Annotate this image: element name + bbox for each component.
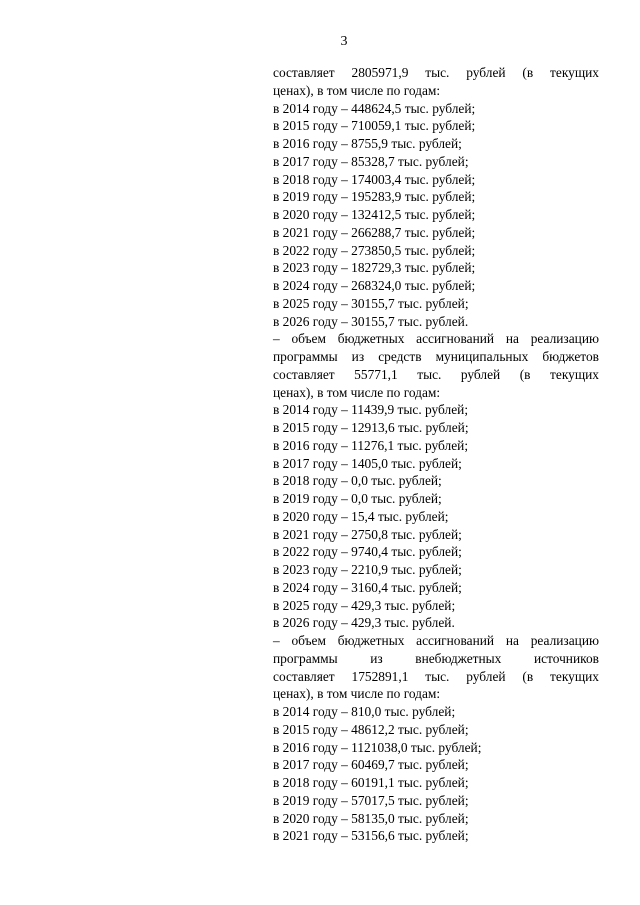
text-line: составляет 1752891,1 тыс. рублей (в текущих [273, 668, 599, 684]
text-line: в 2022 году – 273850,5 тыс. рублей; [273, 242, 476, 258]
text-line: в 2018 году – 60191,1 тыс. рублей; [273, 775, 469, 790]
text-line: в 2019 году – 57017,5 тыс. рублей; [273, 792, 469, 808]
text-line: в 2022 году – 9740,4 тыс. рублей; [273, 544, 462, 560]
text-line: в 2026 году – 429,3 тыс. рублей. [273, 615, 455, 631]
text-line: в 2025 году – 429,3 тыс. рублей; [273, 597, 456, 613]
text-line: в 2021 году – 53156,6 тыс. рублей; [273, 828, 469, 844]
text-line: в 2020 году – 132412,5 тыс. рублей; [273, 207, 476, 222]
text-line: программы из внебюджетных источников [273, 650, 599, 666]
text-line: в 2021 году – 266288,7 тыс. рублей; [273, 224, 476, 240]
text-line: в 2024 году – 3160,4 тыс. рублей; [273, 579, 462, 595]
text-line: в 2016 году – 8755,9 тыс. рублей; [273, 136, 462, 151]
text-line: в 2019 году – 0,0 тыс. рублей; [273, 491, 442, 506]
text-line: в 2018 году – 174003,4 тыс. рублей; [273, 171, 476, 187]
text-line: в 2015 году – 710059,1 тыс. рублей; [273, 118, 476, 134]
text-line: в 2019 году – 195283,9 тыс. рублей; [273, 189, 476, 205]
text-line: в 2016 году – 11276,1 тыс. рублей; [273, 437, 469, 453]
text-line: в 2014 году – 810,0 тыс. рублей; [273, 704, 456, 719]
text-line: в 2015 году – 12913,6 тыс. рублей; [273, 420, 469, 435]
document-body [273, 64, 599, 845]
text-line: ценах), в том числе по годам: [273, 82, 441, 98]
text-line: в 2026 году – 30155,7 тыс. рублей. [273, 313, 469, 329]
text-line: в 2020 году – 58135,0 тыс. рублей; [273, 810, 469, 826]
text-line: в 2023 году – 2210,9 тыс. рублей; [273, 562, 462, 577]
text-line: – объем бюджетных ассигнований на реализацию [273, 633, 599, 648]
text-line: в 2021 году – 2750,8 тыс. рублей; [273, 526, 462, 542]
text-line: программы из средств муниципальных бюджетов [273, 349, 599, 364]
text-line: составляет 55771,1 тыс. рублей (в текущих [273, 366, 599, 382]
text-line: в 2024 году – 268324,0 тыс. рублей; [273, 278, 476, 293]
text-line: ценах), в том числе по годам: [273, 686, 441, 702]
text-line: составляет 2805971,9 тыс. рублей (в текущих [273, 65, 599, 80]
text-line: в 2017 году – 1405,0 тыс. рублей; [273, 455, 462, 471]
text-line: в 2020 году – 15,4 тыс. рублей; [273, 508, 449, 524]
text-line: в 2016 году – 1121038,0 тыс. рублей; [273, 739, 482, 755]
text-line: – объем бюджетных ассигнований на реализацию [273, 331, 599, 347]
page-number: 3 [340, 34, 348, 49]
text-line: в 2025 году – 30155,7 тыс. рублей; [273, 295, 469, 311]
text-line: в 2018 году – 0,0 тыс. рублей; [273, 473, 442, 489]
text-line: ценах), в том числе по годам: [273, 384, 441, 400]
text-line: в 2017 году – 85328,7 тыс. рублей; [273, 153, 469, 169]
text-line: в 2014 году – 448624,5 тыс. рублей; [273, 100, 476, 116]
text-line: в 2023 году – 182729,3 тыс. рублей; [273, 260, 476, 276]
text-line: в 2017 году – 60469,7 тыс. рублей; [273, 757, 469, 773]
text-line: в 2014 году – 11439,9 тыс. рублей; [273, 402, 469, 418]
text-line: в 2015 году – 48612,2 тыс. рублей; [273, 721, 469, 737]
